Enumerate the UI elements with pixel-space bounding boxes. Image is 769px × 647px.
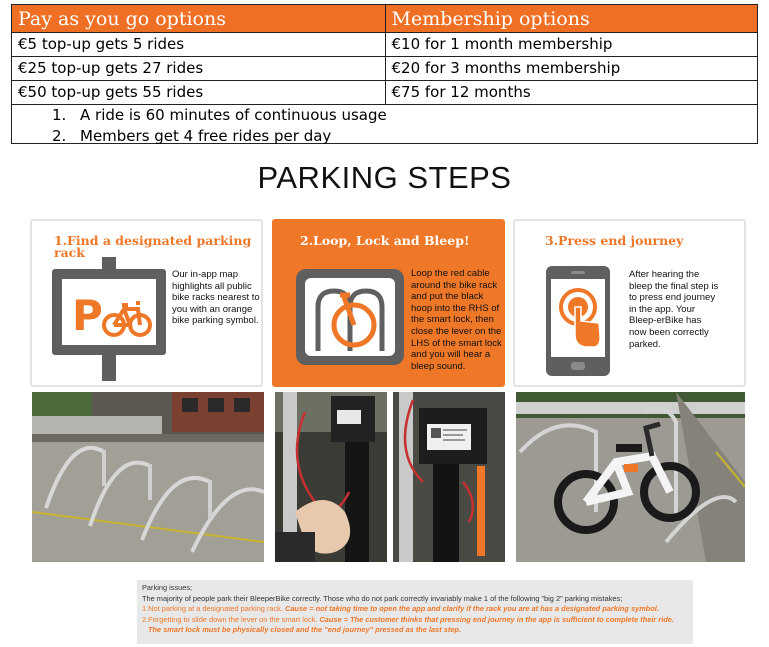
note-item: 1. A ride is 60 minutes of continuous usage	[52, 106, 387, 124]
membership-cell: €10 for 1 month membership	[385, 33, 758, 56]
photo-loop-cable	[275, 392, 387, 562]
step-card-loop-lock	[272, 219, 505, 387]
pricing-row	[12, 81, 757, 105]
membership-cell: €75 for 12 months	[385, 81, 758, 104]
pricing-table	[11, 4, 758, 144]
phone-tap-icon	[545, 265, 611, 377]
photo-smart-lock	[393, 392, 505, 562]
membership-header: Membership options	[385, 5, 758, 32]
issue-item-1: 1.Not parking at a designated parking rack. Cause = not taking time to open the app and clarify if the rack you are at has a designated parking symbol.	[142, 604, 659, 614]
step-text: Our in-app map highlights all public bike racks nearest to you with an orange bike parking symbol.	[172, 269, 260, 327]
membership-cell: €20 for 3 months membership	[385, 57, 758, 80]
step-text: After hearing the bleep the final step is to press end journey in the app. Your Bleep-erBike has now been correctly parked.	[629, 269, 719, 350]
note-item: 2. Members get 4 free rides per day	[52, 127, 332, 145]
step-card-find-rack	[30, 219, 263, 387]
issue-item-2: 2.Forgetting to slide down the lever on the smart lock. Cause = The customer thinks that pressing end journey in the app is sufficient to complete their ride.	[142, 614, 674, 624]
photo-parked-bike	[516, 392, 745, 562]
step-text: Loop the red cable around the bike rack and put the black hoop into the RHS of the smart lock, then close the lever on the LHS of the smart lock and you will hear a bleep sound.	[411, 268, 502, 372]
payg-header: Pay as you go options	[18, 8, 226, 30]
issues-intro: The majority of people park their BleeperBike correctly. Those who do not park correctly invariably make 1 of the following "big 2" parking mistakes;	[142, 593, 623, 603]
photo-empty-bike-racks	[32, 392, 264, 562]
payg-cell: €25 top-up gets 27 rides	[18, 59, 204, 77]
issues-heading: Parking issues;	[142, 583, 193, 592]
parking-steps-title: PARKING STEPS	[257, 160, 512, 195]
bike-lock-icon	[294, 267, 406, 367]
step-title: 1.Find a designated parking rack	[54, 233, 252, 260]
svg-text:P: P	[72, 291, 103, 340]
pricing-header-row	[12, 5, 757, 33]
issue-item-2-note: The smart lock must be physically closed and the "end journey" pressed as the last step.	[148, 625, 461, 635]
step-card-end-journey	[513, 219, 746, 387]
payg-cell: €5 top-up gets 5 rides	[18, 35, 185, 53]
payg-cell: €50 top-up gets 55 rides	[18, 83, 204, 101]
pricing-row	[12, 33, 757, 57]
step-title: 3.Press end journey	[545, 233, 684, 248]
parking-sign-icon	[50, 257, 172, 381]
step-title: 2.Loop, Lock and Bleep!	[300, 233, 470, 248]
pricing-row	[12, 57, 757, 81]
pricing-notes	[12, 105, 757, 147]
parking-issues-box	[137, 580, 693, 644]
